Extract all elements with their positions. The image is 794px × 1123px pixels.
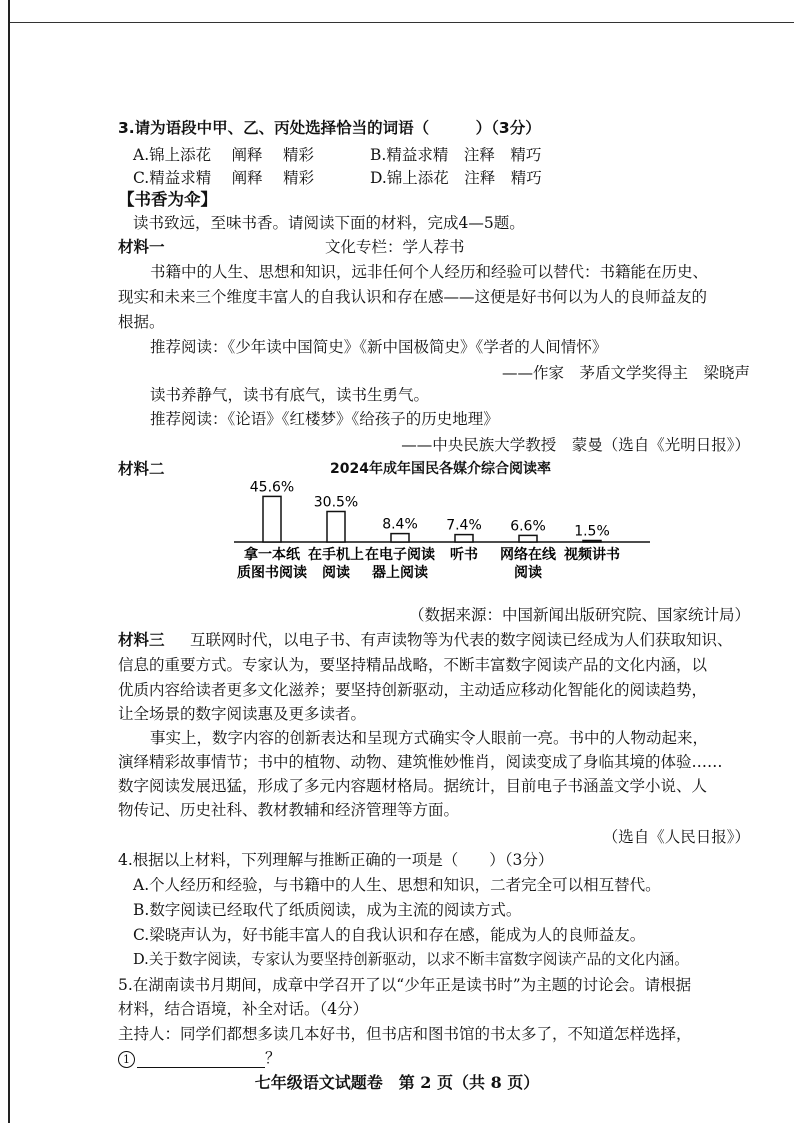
material-1-rec-1: 推荐阅读：《少年读中国简史》《新中国极简史》《学者的人间情怀》 (150, 338, 608, 356)
reading-rate-chart (230, 476, 660, 586)
answer-blank-1[interactable] (137, 1051, 265, 1068)
blank-number-1: 1 (118, 1051, 135, 1068)
material-3-label: 材料三 (118, 630, 165, 649)
q3-option-c: C.精益求精 阐释 精彩 (133, 169, 315, 187)
q5-answer-line (118, 1048, 281, 1068)
q3-option-a: A.锦上添花 阐释 精彩 (133, 146, 314, 164)
chart-category-label: 器上阅读 (372, 565, 428, 581)
chart-bar (391, 534, 409, 542)
scan-edge-top (10, 22, 794, 23)
material-2-label: 材料二 (118, 459, 165, 478)
chart-category-label: 在手机上 (308, 547, 364, 563)
material-3-para-2: 演绎精彩故事情节；书中的植物、动物、建筑惟妙惟肖，阅读变成了身临其境的体验…… (118, 753, 723, 771)
material-3-para: 让全场景的数字阅读惠及更多读者。 (118, 705, 367, 723)
section-intro: 读书致远，至味书香。请阅读下面的材料，完成4—5题。 (133, 214, 525, 232)
scan-edge-left (8, 0, 10, 1123)
chart-category-label: 网络在线 (500, 547, 556, 563)
chart-category-label: 在电子阅读 (365, 547, 435, 563)
chart-category-label: 阅读 (514, 565, 542, 581)
material-1-rec-2: 推荐阅读：《论语》《红楼梦》《给孩子的历史地理》 (150, 410, 499, 428)
material-1-para: 书籍中的人生、思想和知识，远非任何个人经历和经验可以替代：书籍能在历史、 (150, 263, 709, 281)
material-3-para-2: 物传记、历史社科、教材教辅和经济管理等方面。 (118, 801, 460, 819)
chart-category-label: 拿一本纸 (244, 547, 300, 563)
material-1-sign-2: ——中央民族大学教授 蒙曼（选自《光明日报》） (401, 436, 750, 454)
q5-stem: 材料，结合语境，补全对话。（4分） (118, 1000, 369, 1018)
chart-bar (327, 512, 345, 543)
q4-stem: 4.根据以上材料，下列理解与推断正确的一项是（ ）（3分） (118, 851, 554, 869)
chart-category-label: 听书 (450, 547, 478, 563)
page-footer: 七年级语文试题卷 第 2 页（共 8 页） (254, 1073, 540, 1092)
q4-option-c: C.梁晓声认为，好书能丰富人的自我认识和存在感，能成为人的良师益友。 (133, 926, 646, 944)
chart-value-label: 8.4% (382, 516, 418, 533)
material-1-para: 现实和未来三个维度丰富人的自我认识和存在感——这便是好书何以为人的良师益友的 (118, 288, 708, 306)
chart-bar (455, 535, 473, 542)
chart-category-label: 视频讲书 (564, 547, 620, 563)
material-3-para-2: 数字阅读发展迅猛，形成了多元内容题材格局。据统计，目前电子书涵盖文学小说、人 (118, 777, 708, 795)
q3-option-d: D.锦上添花 注释 精巧 (370, 169, 542, 187)
material-1-para-2: 读书养静气，读书有底气，读书生勇气。 (150, 386, 430, 404)
q3-option-b: B.精益求精 注释 精巧 (370, 146, 542, 164)
material-1-label: 材料一 (118, 237, 165, 256)
q3-stem: 3.请为语段中甲、乙、丙处选择恰当的词语（ ）（3分） (118, 119, 541, 137)
material-3-para: 优质内容给读者更多文化滋养；要坚持创新驱动，主动适应移动化智能化的阅读趋势， (118, 681, 708, 699)
material-1-para: 根据。 (118, 313, 165, 331)
q5-stem: 5.在湖南读书月期间，成章中学召开了以“少年正是读书时”为主题的讨论会。请根据 (118, 976, 692, 994)
material-1-sign-1: ——作家 茅盾文学奖得主 梁晓声 (501, 364, 750, 382)
chart-bar (583, 541, 601, 543)
section-title: 【书香为伞】 (118, 190, 217, 209)
q5-host-line: 主持人：同学们都想多读几本好书，但书店和图书馆的书太多了，不知道怎样选择， (118, 1025, 692, 1043)
chart-title: 2024年成年国民各媒介综合阅读率 (330, 461, 551, 477)
chart-value-label: 45.6% (249, 479, 295, 496)
chart-category-label: 阅读 (322, 565, 350, 581)
question-mark: ？ (265, 1049, 281, 1067)
chart-value-label: 6.6% (510, 518, 546, 535)
chart-value-label: 7.4% (446, 517, 482, 534)
material-3-para-2: 事实上，数字内容的创新表达和呈现方式确实令人眼前一亮。书中的人物动起来， (150, 729, 709, 747)
chart-category-label: 质图书阅读 (237, 565, 307, 581)
chart-value-label: 30.5% (313, 494, 359, 511)
material-1-heading: 文化专栏：学人荐书 (325, 238, 465, 256)
material-3-para: 信息的重要方式。专家认为，要坚持精品战略，不断丰富数字阅读产品的文化内涵，以 (118, 656, 708, 674)
q4-option-d: D.关于数字阅读，专家认为要坚持创新驱动，以求不断丰富数字阅读产品的文化内涵。 (133, 951, 689, 968)
chart-value-label: 1.5% (574, 523, 610, 540)
q4-option-b: B.数字阅读已经取代了纸质阅读，成为主流的阅读方式。 (133, 901, 522, 919)
chart-bar (263, 496, 281, 542)
q4-option-a: A.个人经历和经验，与书籍中的人生、思想和知识，二者完全可以相互替代。 (133, 876, 661, 894)
material-2-source: （数据来源：中国新闻出版研究院、国家统计局） (408, 606, 750, 624)
chart-bar (519, 535, 537, 542)
material-3-source: （选自《人民日报》） (602, 828, 750, 846)
material-3-para: 互联网时代，以电子书、有声读物等为代表的数字阅读已经成为人们获取知识、 (190, 631, 733, 649)
